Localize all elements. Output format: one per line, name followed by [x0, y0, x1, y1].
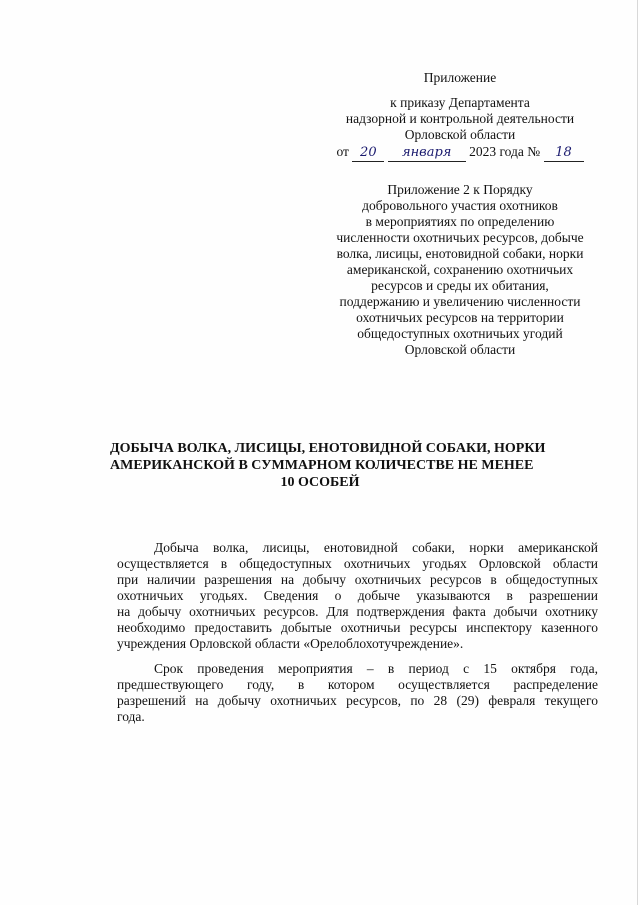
appendix-line: в мероприятиях по определению	[365, 214, 555, 229]
scan-edge-line	[637, 0, 638, 905]
appendix-line: американской, сохранению охотничьих	[346, 262, 574, 277]
paragraph-2-line: предшествующего году, в котором осуществляется распределение	[117, 677, 598, 692]
appendix-line: добровольного участия охотников	[362, 198, 558, 213]
paragraph-1-line: осуществляется в общедоступных охотничьих угодьях Орловской области	[117, 556, 598, 571]
header-line: Орловской области	[404, 127, 516, 142]
paragraph-1-line: Добыча волка, лисицы, енотовидной собаки, норки американской	[154, 540, 598, 555]
paragraph-1-line: при наличии разрешения на добычу охотничьих ресурсов в общедоступных	[117, 572, 598, 587]
handwritten-day: 20	[352, 145, 384, 162]
appendix-line: поддержанию и увеличению численности	[339, 294, 581, 309]
appendix-line: охотничьих ресурсов на территории	[356, 310, 564, 325]
header-line: Приложение	[423, 70, 497, 85]
header-line: к приказу Департамента	[390, 95, 530, 110]
document-title-line: ДОБЫЧА ВОЛКА, ЛИСИЦЫ, ЕНОТОВИДНОЙ СОБАКИ, НОРКИ	[110, 441, 546, 456]
date-year-text: 2023 года №	[469, 144, 541, 159]
paragraph-2-line: Срок проведения мероприятия – в период с 15 октября года,	[154, 661, 598, 676]
handwritten-month: января	[388, 145, 466, 162]
appendix-line: ресурсов и среды их обитания,	[371, 278, 549, 293]
appendix-line: волка, лисицы, енотовидной собаки, норки	[336, 246, 584, 261]
paragraph-1-line: охотничьих угодьях. Сведения о добыче указываются в разрешении	[117, 588, 598, 603]
appendix-line: Орловской области	[404, 342, 516, 357]
paragraph-1-line: необходимо предоставить добытые охотничьи ресурсы инспектору казенного	[117, 620, 598, 635]
appendix-line: Приложение 2 к Порядку	[387, 182, 533, 197]
paragraph-1-line: учреждения Орловской области «Орелоблохотучреждение».	[117, 636, 464, 651]
handwritten-order-number: 18	[544, 145, 584, 162]
paragraph-2-line: года.	[117, 709, 145, 724]
document-title-line: АМЕРИКАНСКОЙ В СУММАРНОМ КОЛИЧЕСТВЕ НЕ МЕНЕЕ	[110, 458, 534, 473]
header-line: надзорной и контрольной деятельности	[345, 111, 575, 126]
appendix-line: общедоступных охотничьих угодий	[357, 326, 563, 341]
date-prefix: от	[336, 144, 349, 159]
paragraph-2-line: разрешений на добычу охотничьих ресурсов, по 28 (29) февраля текущего	[117, 693, 598, 708]
document-title-line: 10 ОСОБЕЙ	[280, 475, 360, 490]
paragraph-1-line: на добычу охотничьих ресурсов. Для подтверждения факта добычи охотнику	[117, 604, 598, 619]
appendix-line: численности охотничьих ресурсов, добыче	[336, 230, 584, 245]
order-date-line	[300, 144, 620, 162]
